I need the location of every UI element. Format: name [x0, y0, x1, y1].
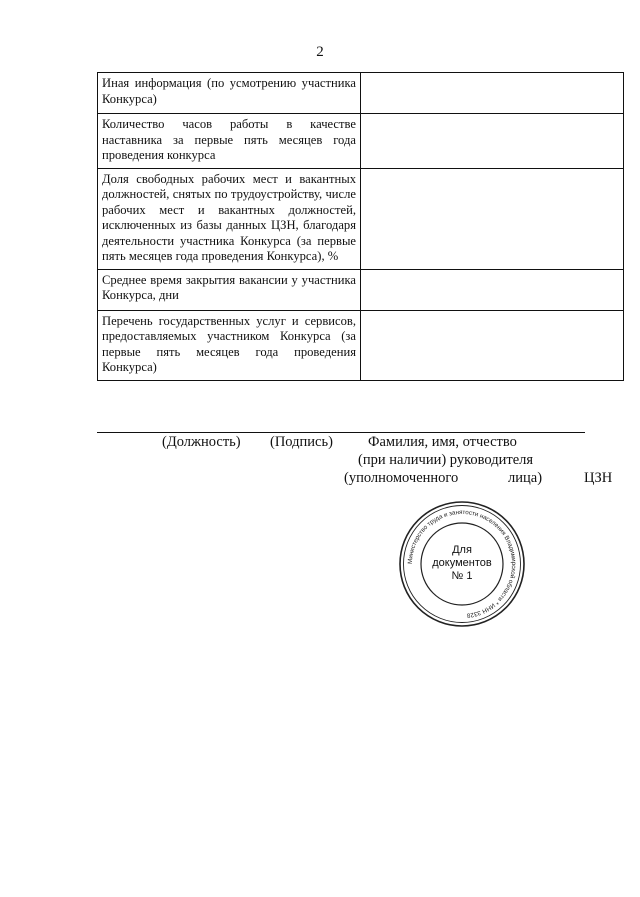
- table-row: [98, 168, 624, 269]
- name-caption-line3a: (уполномоченного: [344, 470, 459, 486]
- page-number: 2: [316, 44, 324, 60]
- name-caption-line1: Фамилия, имя, отчество: [368, 434, 517, 450]
- signature-caption: (Подпись): [270, 434, 333, 450]
- row-value: [361, 73, 624, 114]
- table-row: [98, 114, 624, 169]
- row-value: [361, 310, 624, 380]
- table-row: [98, 269, 624, 310]
- stamp-ring-text: Министерство труда и занятости населения Владимирской области * ИНН 3328: [406, 508, 518, 619]
- table-row: [98, 310, 624, 380]
- stamp-line: № 1: [451, 570, 473, 582]
- row-label: Доля свободных рабочих мест и вакантных должностей, снятых по трудоустройству, числе рабочих мест и вакантных должностей, исключенных из базы данных ЦЗН, благодаря деятельности участника Конкурса (за первые пять месяцев года проведения Конкурса), %: [98, 168, 361, 269]
- row-value: [361, 114, 624, 169]
- row-value: [361, 168, 624, 269]
- row-label: Количество часов работы в качестве наставника за первые пять месяцев года проведения конкурса: [98, 114, 361, 169]
- signature-line: [97, 432, 585, 433]
- stamp-line: Для: [452, 544, 472, 556]
- official-stamp: [398, 500, 526, 628]
- row-label: Иная информация (по усмотрению участника Конкурса): [98, 73, 361, 114]
- row-value: [361, 269, 624, 310]
- name-caption-line3c: ЦЗН: [584, 470, 613, 486]
- table-row: [98, 73, 624, 114]
- info-table: [97, 72, 624, 381]
- stamp-center-text: [398, 544, 526, 583]
- name-caption-line2: (при наличии) руководителя: [358, 452, 534, 468]
- row-label: Перечень государственных услуг и сервисов, предоставляемых участником Конкурса (за первые пять месяцев года проведения Конкурса): [98, 310, 361, 380]
- position-caption: (Должность): [162, 434, 241, 450]
- stamp-line: документов: [432, 557, 492, 569]
- name-caption-line3b: лица): [508, 470, 543, 486]
- row-label: Среднее время закрытия вакансии у участника Конкурса, дни: [98, 269, 361, 310]
